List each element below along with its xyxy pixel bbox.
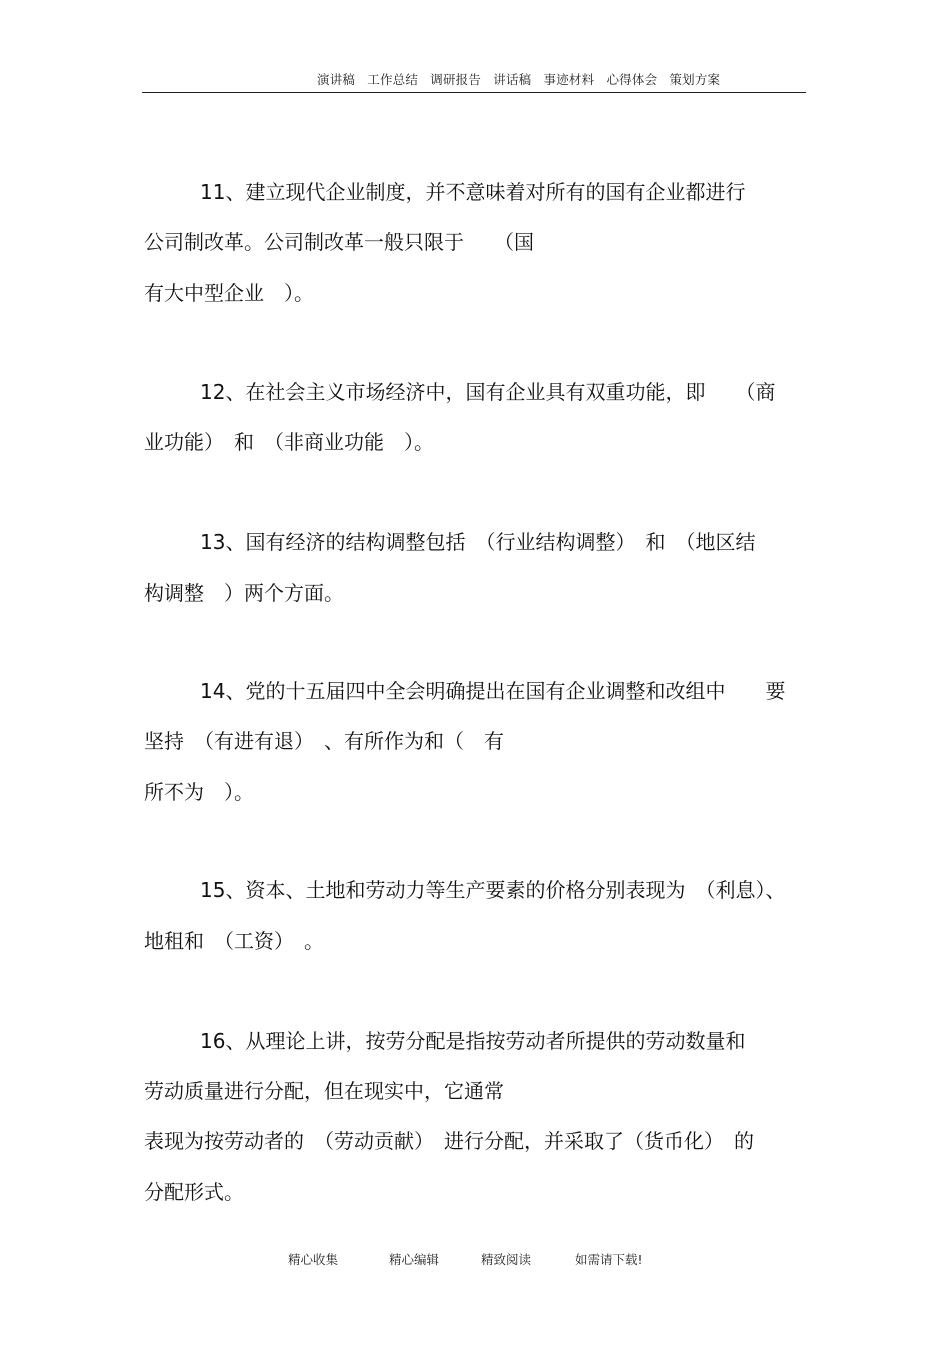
page-footer xyxy=(0,1250,950,1270)
header-categories: 演讲稿 工作总结 调研报告 讲话稿 事迹材料 心得体会 策划方案 xyxy=(317,72,721,87)
q13-line-2: 构调整 ）两个方面。 xyxy=(144,581,344,605)
q15-line-2: 地租和 （工资） 。 xyxy=(144,929,324,953)
q13-line-1: 13、国有经济的结构调整包括 （行业结构调整） 和 （地区结 xyxy=(200,530,756,554)
q15-line-1: 15、资本、土地和劳动力等生产要素的价格分别表现为 （利息）、 xyxy=(200,878,786,902)
q12-line-1: 12、在社会主义市场经济中，国有企业具有双重功能，即 （商 xyxy=(200,380,776,404)
footer-item-read: 精致阅读 xyxy=(481,1252,532,1267)
page-header xyxy=(142,66,806,93)
q16-line-2: 劳动质量进行分配，但在现实中，它通常 xyxy=(144,1079,504,1103)
q14-line-3: 所不为 ）。 xyxy=(144,780,254,804)
q16-line-4: 分配形式。 xyxy=(144,1180,244,1204)
q14-line-1: 14、党的十五届四中全会明确提出在国有企业调整和改组中 要 xyxy=(200,679,786,703)
q16-line-1: 16、从理论上讲，按劳分配是指按劳动者所提供的劳动数量和 xyxy=(200,1029,746,1053)
q11-line-3: 有大中型企业 ）。 xyxy=(144,281,314,305)
q14-line-2: 坚持 （有进有退） 、有所作为和（ 有 xyxy=(144,729,504,753)
q11-line-1: 11、建立现代企业制度，并不意味着对所有的国有企业都进行 xyxy=(200,180,746,204)
footer-item-collect: 精心收集 xyxy=(288,1252,339,1267)
footer-item-download: 如需请下载! xyxy=(575,1252,643,1267)
q12-line-2: 业功能） 和 （非商业功能 ）。 xyxy=(144,430,434,454)
q16-line-3: 表现为按劳动者的 （劳动贡献） 进行分配，并采取了（货币化） 的 xyxy=(144,1129,754,1153)
q11-line-2: 公司制改革。公司制改革一般只限于 （国 xyxy=(144,230,534,254)
footer-item-edit: 精心编辑 xyxy=(389,1252,440,1267)
